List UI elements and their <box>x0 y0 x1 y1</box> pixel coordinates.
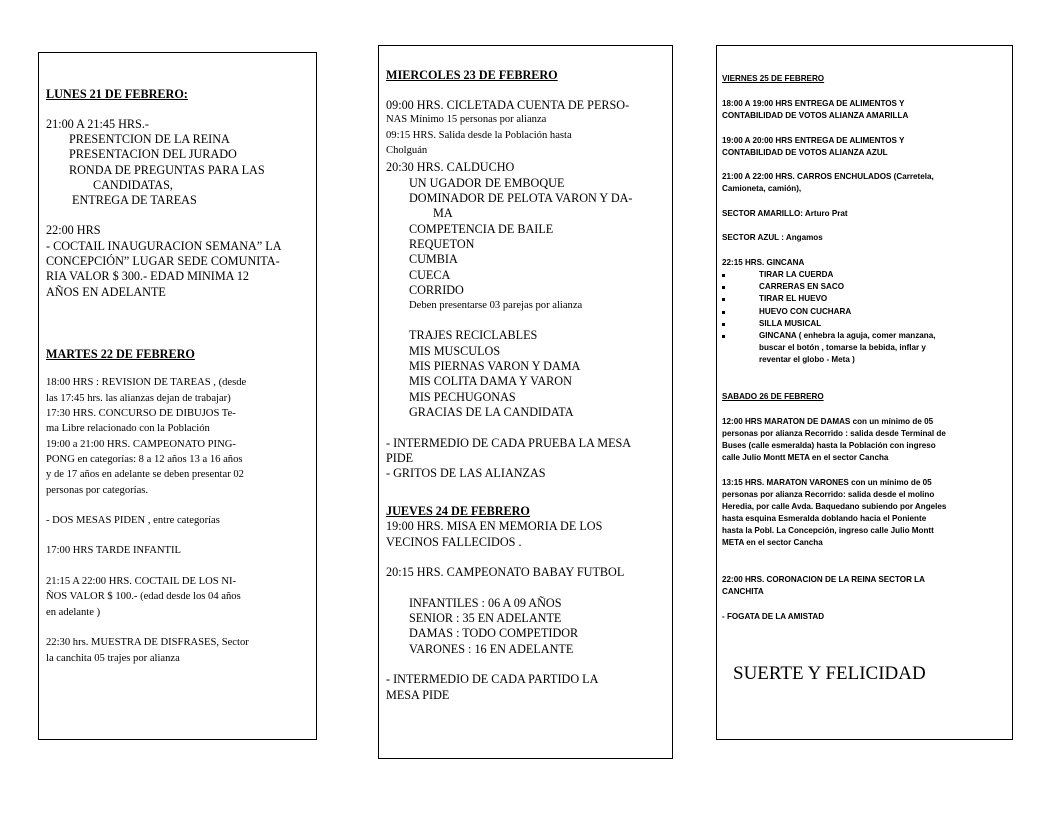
text-line: 21:00 A 22:00 HRS. CARROS ENCHULADOS (Carretela, <box>722 172 934 181</box>
text-line: hasta esquina Esmeralda doblando hacia el Poniente <box>722 514 927 523</box>
text-line: 22:00 HRS <box>46 223 101 237</box>
panel-wednesday-thursday <box>378 45 673 759</box>
text-line: MESA PIDE <box>386 688 450 702</box>
text-line: - INTERMEDIO DE CADA PRUEBA LA MESA <box>386 436 632 450</box>
text-line: MIS PECHUGONAS <box>409 390 516 404</box>
text-line: 22:15 HRS. GINCANA <box>722 258 805 267</box>
text-line: 21:15 A 22:00 HRS. COCTAIL DE LOS NI- <box>46 576 237 587</box>
text-line: - GRITOS DE LAS ALIANZAS <box>386 466 546 480</box>
text-line: MIS MUSCULOS <box>409 344 501 358</box>
list-item: TIRAR LA CUERDA <box>759 270 834 279</box>
text-line: MA <box>433 206 453 220</box>
bullet-icon <box>722 298 725 301</box>
text-line: AÑOS EN ADELANTE <box>46 285 166 299</box>
text-line: CONCEPCIÓN” LUGAR SEDE COMUNITA- <box>46 254 280 268</box>
text-line: 22:30 hrs. MUESTRA DE DISFRASES, Sector <box>46 637 249 648</box>
text-line: CUMBIA <box>409 252 458 266</box>
text-line: 09:00 HRS. CICLETADA CUENTA DE PERSO- <box>386 98 630 112</box>
text-line: INFANTILES : 06 A 09 AÑOS <box>409 596 562 610</box>
heading-thursday: JUEVES 24 DE FEBRERO <box>386 504 530 518</box>
bullet-icon <box>722 323 725 326</box>
text-line: - DOS MESAS PIDEN , entre categorías <box>46 515 220 526</box>
text-line: 18:00 A 19:00 HRS ENTREGA DE ALIMENTOS Y <box>722 99 905 108</box>
heading-friday: VIERNES 25 DE FEBRERO <box>722 74 825 83</box>
text-line: hasta la Pobl. La Concepción, ingreso calle Julio Montt <box>722 526 934 535</box>
heading-saturday: SABADO 26 DE FEBRERO <box>722 392 824 401</box>
text-line: - INTERMEDIO DE CADA PARTIDO LA <box>386 672 599 686</box>
text-line: la canchita 05 trajes por alianza <box>46 653 180 664</box>
text-line: RONDA DE PREGUNTAS PARA LAS <box>69 163 265 177</box>
text-line: DAMAS : TODO COMPETIDOR <box>409 626 579 640</box>
text-line: personas por alianza Recorrido : salida desde Terminal de <box>722 429 946 438</box>
text-line: NAS Mínimo 15 personas por alianza <box>386 114 547 125</box>
list-item: buscar el botón , tomarse la bebida, inflar y <box>759 343 926 352</box>
list-item: SILLA MUSICAL <box>759 319 822 328</box>
list-item: TIRAR EL HUEVO <box>759 294 828 303</box>
text-line: RIA VALOR $ 300.- EDAD MINIMA 12 <box>46 269 250 283</box>
list-item: reventar el globo - Meta ) <box>759 355 855 364</box>
text-line: Heredia, por calle Avda. Baquedano subiendo por Angeles <box>722 502 947 511</box>
text-line: 09:15 HRS. Salida desde la Población hasta <box>386 130 572 141</box>
text-line: 13:15 HRS. MARATON VARONES con un mínimo de 05 <box>722 478 932 487</box>
panel-friday-saturday <box>716 45 1013 740</box>
text-line: CUECA <box>409 268 451 282</box>
text-line: - COCTAIL INAUGURACION SEMANA” LA <box>46 239 282 253</box>
text-line: GRACIAS DE LA CANDIDATA <box>409 405 574 419</box>
text-line: Deben presentarse 03 parejas por alianza <box>409 300 583 311</box>
text-line: REQUETON <box>409 237 475 251</box>
text-line: SENIOR : 35 EN ADELANTE <box>409 611 562 625</box>
text-line: CANCHITA <box>722 587 764 596</box>
text-line: META en el sector Cancha <box>722 538 823 547</box>
text-line: y de 17 años en adelante se deben presentar 02 <box>46 469 244 480</box>
text-line: Camioneta, camión), <box>722 184 802 193</box>
text-line: COMPETENCIA DE BAILE <box>409 222 554 236</box>
text-line: 19:00 A 20:00 HRS ENTREGA DE ALIMENTOS Y <box>722 136 905 145</box>
text-line: ENTREGA DE TAREAS <box>72 193 197 207</box>
text-line: VECINOS FALLECIDOS . <box>386 535 522 549</box>
text-line: CONTABILIDAD DE VOTOS ALIANZA AMARILLA <box>722 111 909 120</box>
list-item: HUEVO CON CUCHARA <box>759 307 852 316</box>
text-line: Buses (calle esmeralda) hasta la Población con ingreso <box>722 441 936 450</box>
text-line: UN UGADOR DE EMBOQUE <box>409 176 565 190</box>
heading-wednesday: MIERCOLES 23 DE FEBRERO <box>386 68 558 82</box>
text-line: MIS COLITA DAMA Y VARON <box>409 374 572 388</box>
text-line: las 17:45 hrs. las alianzas dejan de trabajar) <box>46 393 231 404</box>
list-item: GINCANA ( enhebra la aguja, comer manzana, <box>759 331 936 340</box>
text-line: 21:00 A 21:45 HRS.- <box>46 117 149 131</box>
text-line: CANDIDATAS, <box>93 178 173 192</box>
text-line: 19:00 a 21:00 HRS. CAMPEONATO PING- <box>46 439 236 450</box>
text-line: 18:00 HRS : REVISION DE TAREAS , (desde <box>46 377 247 388</box>
text-line: calle Julio Montt META en el sector Cancha <box>722 453 889 462</box>
text-line: ma Libre relacionado con la Población <box>46 423 210 434</box>
text-line: 17:30 HRS. CONCURSO DE DIBUJOS Te- <box>46 408 236 419</box>
text-line: en adelante ) <box>46 607 101 618</box>
text-line: CONTABILIDAD DE VOTOS ALIANZA AZUL <box>722 148 888 157</box>
list-item: CARRERAS EN SACO <box>759 282 844 291</box>
text-line: CORRIDO <box>409 283 464 297</box>
heading-monday: LUNES 21 DE FEBRERO: <box>46 87 188 101</box>
bullet-icon <box>722 286 725 289</box>
text-line: personas por categorías. <box>46 485 149 496</box>
bullet-icon <box>722 335 725 338</box>
text-line: ÑOS VALOR $ 100.- (edad desde los 04 años <box>46 591 241 602</box>
text-line: TRAJES RECICLABLES <box>409 328 538 342</box>
text-line: VARONES : 16 EN ADELANTE <box>409 642 574 656</box>
text-line: PRESENTCION DE LA REINA <box>69 132 230 146</box>
text-line: PRESENTACION DEL JURADO <box>69 147 237 161</box>
text-line: Cholguán <box>386 145 428 156</box>
text-line: 17:00 HRS TARDE INFANTIL <box>46 545 182 556</box>
text-line: 22:00 HRS. CORONACION DE LA REINA SECTOR LA <box>722 575 925 584</box>
bullet-icon <box>722 274 725 277</box>
text-line: PONG en categorías: 8 a 12 años 13 a 16 años <box>46 454 243 465</box>
text-line: personas por alianza Recorrido: salida desde el molino <box>722 490 935 499</box>
text-line: 20:30 HRS. CALDUCHO <box>386 160 515 174</box>
text-line: DOMINADOR DE PELOTA VARON Y DA- <box>409 191 633 205</box>
text-line: 20:15 HRS. CAMPEONATO BABAY FUTBOL <box>386 565 625 579</box>
text-line: MIS PIERNAS VARON Y DAMA <box>409 359 581 373</box>
heading-tuesday: MARTES 22 DE FEBRERO <box>46 347 195 361</box>
text-line: SECTOR AZUL : Angamos <box>722 233 823 242</box>
text-line: PIDE <box>386 451 414 465</box>
bullet-icon <box>722 311 725 314</box>
closing-message: SUERTE Y FELICIDAD <box>733 663 926 684</box>
text-line: - FOGATA DE LA AMISTAD <box>722 612 825 621</box>
text-line: 12:00 HRS MARATON DE DAMAS con un mínimo de 05 <box>722 417 934 426</box>
panel-monday-tuesday <box>38 52 317 740</box>
text-line: SECTOR AMARILLO: Arturo Prat <box>722 209 848 218</box>
text-line: 19:00 HRS. MISA EN MEMORIA DE LOS <box>386 519 603 533</box>
